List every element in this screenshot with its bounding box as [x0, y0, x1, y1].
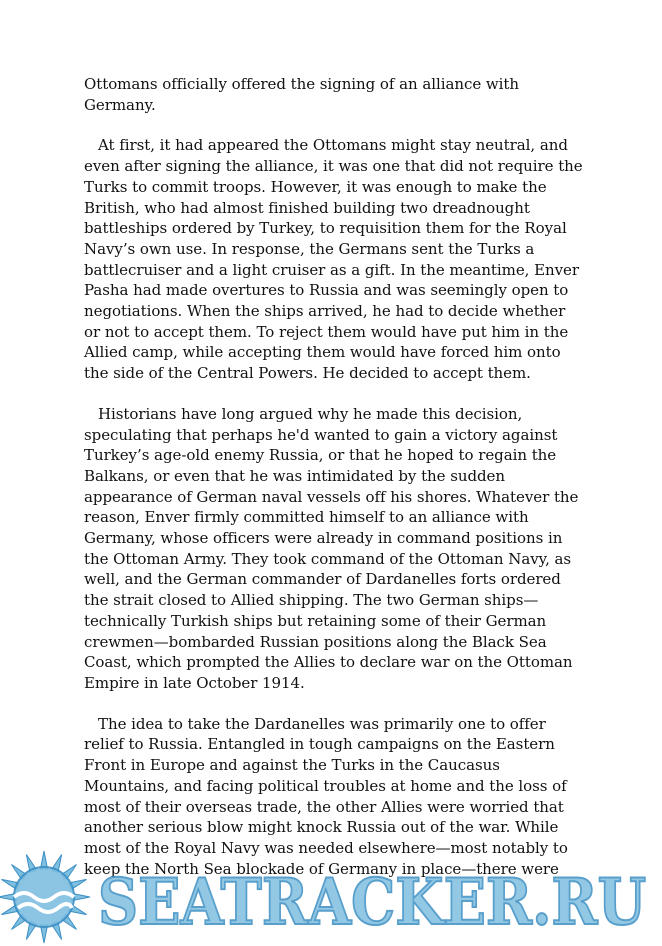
paragraph-1: Ottomans officially offered the signing of an alliance with Germany.: [84, 75, 520, 114]
paragraph-3: Historians have long argued why he made this decision, speculating that perhaps he'd wanted to gain a victory against Turkey’s age-old enemy Russia, or that he hoped to regain the Balkans, or even that he was intimidated by the sudden appearance of German naval vessels off his shores. Whatever the reason, Enver firmly committed himself to an alliance with Germany, whose officers were already in command positions in the Ottoman Army. They took command of the Ottoman Navy, as well, and the German commander of Dardanelles forts ordered the strait closed to Allied shipping. The two German ships—technically Turkish ships but retaining some of their German crewmen—bombarded Russian positions along the Black Sea Coast, which prompted the Allies to declare war on the Ottoman Empire in late October 1914.: [84, 404, 579, 692]
watermark-graphic: [0, 848, 662, 946]
paragraph-2: At first, it had appeared the Ottomans might stay neutral, and even after signing the alliance, it was one that did not require the Turks to commit troops. However, it was enough to make the British, who had almost finished building two dreadnought battleships ordered by Turkey, to requisition them for the Royal Navy’s own use. In response, the Germans sent the Turks a battlecruiser and a light cruiser as a gift. In the meantime, Enver Pasha had made overtures to Russia and was seemingly open to negotiations. When the ships arrived, he had to decide whether or not to accept them. To reject them would have put him in the Allied camp, while accepting them would have forced him onto the side of the Central Powers. He decided to accept them.: [84, 136, 583, 383]
sun-burst-icon: [0, 851, 90, 943]
watermark-text: SEATRACKER.RU: [98, 865, 646, 940]
document-page: [84, 74, 584, 899]
watermark: [0, 848, 662, 946]
paragraph-4: The idea to take the Dardanelles was primarily one to offer relief to Russia. Entangled in tough campaigns on the Eastern Front in Europe and against the Turks in the Caucasus Mountains, and facing political troubles at home and the loss of most of their overseas trade, the other Allies were worried that another serious blow might knock Russia out of the war. While most of the Royal Navy was needed elsewhere—most notably to keep the North Sea blockade of Germany in place—there were: [84, 714, 568, 878]
